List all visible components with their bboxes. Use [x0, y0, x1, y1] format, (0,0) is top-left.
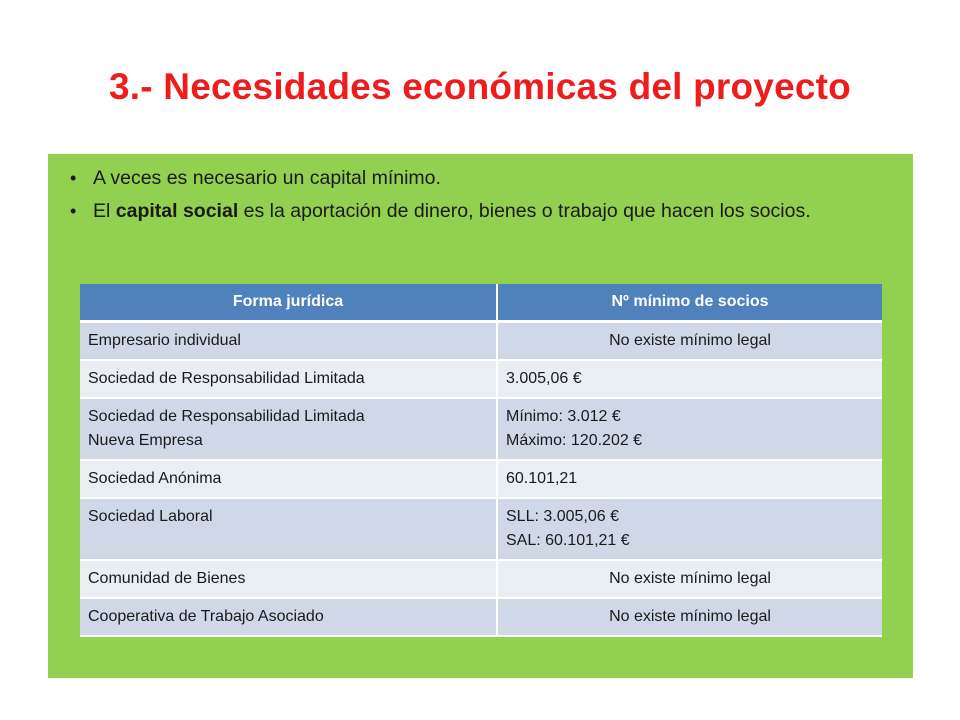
cell-minimo [498, 561, 882, 599]
cell-text: Sociedad Laboral [88, 508, 213, 525]
bullet-item [48, 197, 913, 226]
cell-text: Nueva Empresa [88, 432, 203, 449]
table-row [80, 599, 882, 637]
cell-text: SLL: 3.005,06 € [506, 508, 619, 525]
table-header-row [80, 284, 882, 323]
table-row [80, 561, 882, 599]
table-row [80, 499, 882, 561]
table-row [80, 361, 882, 399]
table-row [80, 323, 882, 361]
cell-text: Empresario individual [88, 332, 241, 349]
table-row [80, 399, 882, 461]
cell-text: Comunidad de Bienes [88, 570, 246, 587]
cell-text: No existe mínimo legal [609, 608, 771, 625]
column-header-minimo: Nº mínimo de socios [498, 284, 882, 323]
cell-text: Máximo: 120.202 € [506, 432, 643, 449]
bullet-text-prefix: El [93, 200, 116, 222]
table-row [80, 461, 882, 499]
cell-text: Mínimo: 3.012 € [506, 408, 621, 425]
cell-forma-juridica [80, 361, 498, 399]
bullet-dot-icon: • [70, 168, 77, 188]
cell-forma-juridica [80, 499, 498, 561]
cell-text: Sociedad Anónima [88, 470, 222, 487]
cell-text: 3.005,06 € [506, 370, 582, 387]
cell-minimo [498, 599, 882, 637]
cell-forma-juridica [80, 599, 498, 637]
cell-text: No existe mínimo legal [609, 332, 771, 349]
cell-text: Sociedad de Responsabilidad Limitada [88, 408, 365, 425]
slide-title: 3.- Necesidades económicas del proyecto [109, 66, 851, 107]
cell-text: 60.101,21 [506, 470, 578, 487]
cell-minimo [498, 461, 882, 499]
cell-forma-juridica [80, 323, 498, 361]
cell-text: SAL: 60.101,21 € [506, 532, 630, 549]
bullet-text-suffix: es la aportación de dinero, bienes o trabajo que hacen los socios. [238, 200, 811, 222]
cell-text: Sociedad de Responsabilidad Limitada [88, 370, 365, 387]
cell-forma-juridica [80, 561, 498, 599]
bullet-dot-icon: • [70, 201, 77, 221]
cell-minimo [498, 361, 882, 399]
table-body [80, 323, 882, 637]
content-panel [48, 154, 913, 678]
bullet-item [48, 164, 913, 193]
cell-forma-juridica [80, 461, 498, 499]
minimum-capital-table [80, 284, 882, 637]
bullet-text-bold: capital social [115, 200, 239, 222]
cell-minimo [498, 399, 882, 461]
bullet-text: A veces es necesario un capital mínimo. [93, 167, 441, 189]
cell-minimo [498, 323, 882, 361]
cell-text: No existe mínimo legal [609, 570, 771, 587]
bullet-list [48, 164, 913, 230]
cell-minimo [498, 499, 882, 561]
cell-forma-juridica [80, 399, 498, 461]
column-header-forma: Forma jurídica [80, 284, 498, 323]
cell-text: Cooperativa de Trabajo Asociado [88, 608, 324, 625]
